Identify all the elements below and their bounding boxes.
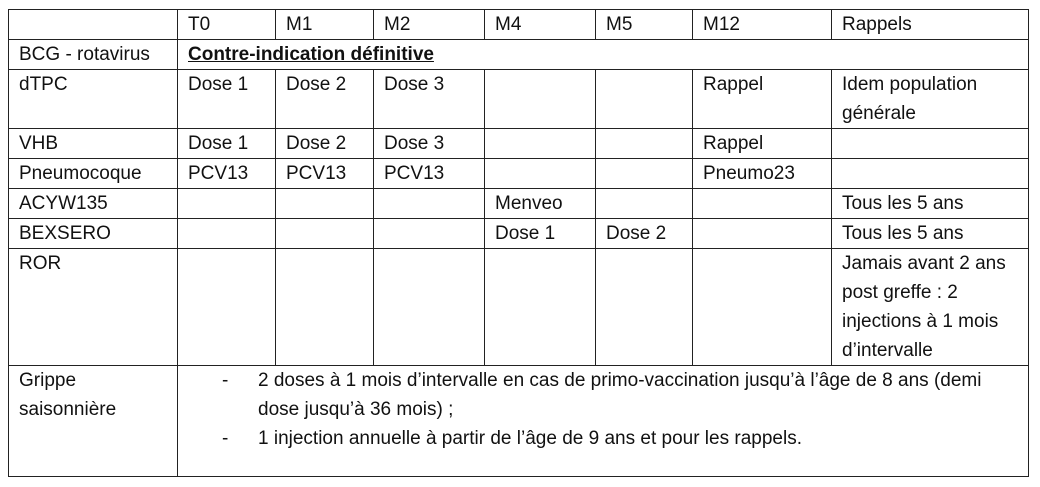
- row-acyw135: [9, 189, 1029, 219]
- grippe-bullet-text-2: 1 injection annuelle à partir de l’âge de 9 ans et pour les rappels.: [258, 428, 802, 449]
- header-cell-m12: M12: [693, 10, 832, 40]
- header-cell-m4: M4: [485, 10, 596, 40]
- row-label-bexsero: BEXSERO: [9, 219, 178, 249]
- row-pneumocoque: [9, 159, 1029, 189]
- row-bcg: [9, 40, 1029, 70]
- bullet-dash: -: [222, 428, 229, 449]
- ror-m12: [693, 249, 832, 366]
- row-dtpc: [9, 70, 1029, 129]
- pneumo-m4: [485, 159, 596, 189]
- ror-t0: [178, 249, 276, 366]
- grippe-details-cell: [178, 366, 1029, 477]
- pneumo-m5: [596, 159, 693, 189]
- vhb-rappels: [832, 129, 1029, 159]
- bexsero-m1: [276, 219, 374, 249]
- header-cell-m5: M5: [596, 10, 693, 40]
- dtpc-m1: Dose 2: [276, 70, 374, 129]
- bexsero-m5: Dose 2: [596, 219, 693, 249]
- row-ror: [9, 249, 1029, 366]
- header-cell-m2: M2: [374, 10, 485, 40]
- bexsero-m2: [374, 219, 485, 249]
- header-cell-rappels: Rappels: [832, 10, 1029, 40]
- acyw-m5: [596, 189, 693, 219]
- vaccination-table-wrapper: [8, 9, 1029, 477]
- vhb-m12: Rappel: [693, 129, 832, 159]
- vhb-m2: Dose 3: [374, 129, 485, 159]
- acyw-m12: [693, 189, 832, 219]
- bexsero-m4: Dose 1: [485, 219, 596, 249]
- bcg-contraindication-cell: [178, 40, 1029, 70]
- header-cell-t0: T0: [178, 10, 276, 40]
- pneumo-t0: PCV13: [178, 159, 276, 189]
- header-row: [9, 10, 1029, 40]
- row-label-bcg: BCG - rotavirus: [9, 40, 178, 70]
- pneumo-m12: Pneumo23: [693, 159, 832, 189]
- grippe-bullet-item: [188, 424, 1018, 453]
- vaccination-schedule-table: [8, 9, 1029, 477]
- pneumo-m2: PCV13: [374, 159, 485, 189]
- row-label-pneumocoque: Pneumocoque: [9, 159, 178, 189]
- dtpc-m4: [485, 70, 596, 129]
- dtpc-m5: [596, 70, 693, 129]
- bullet-dash: -: [222, 370, 229, 391]
- row-label-dtpc: dTPC: [9, 70, 178, 129]
- pneumo-rappels: [832, 159, 1029, 189]
- row-bexsero: [9, 219, 1029, 249]
- vhb-m5: [596, 129, 693, 159]
- row-label-vhb: VHB: [9, 129, 178, 159]
- header-cell-m1: M1: [276, 10, 374, 40]
- vhb-m4: [485, 129, 596, 159]
- row-vhb: [9, 129, 1029, 159]
- dtpc-m12: Rappel: [693, 70, 832, 129]
- vhb-m1: Dose 2: [276, 129, 374, 159]
- dtpc-m2: Dose 3: [374, 70, 485, 129]
- pneumo-m1: PCV13: [276, 159, 374, 189]
- vhb-t0: Dose 1: [178, 129, 276, 159]
- bexsero-t0: [178, 219, 276, 249]
- acyw-m2: [374, 189, 485, 219]
- dtpc-t0: Dose 1: [178, 70, 276, 129]
- row-grippe: [9, 366, 1029, 477]
- acyw-rappels: Tous les 5 ans: [832, 189, 1029, 219]
- bexsero-m12: [693, 219, 832, 249]
- row-label-ror: ROR: [9, 249, 178, 366]
- grippe-bullet-text-1: 2 doses à 1 mois d’intervalle en cas de primo-vaccination jusqu’à l’âge de 8 ans (demi dose jusqu’à 36 mois) ;: [258, 370, 982, 420]
- acyw-m4: Menveo: [485, 189, 596, 219]
- ror-m4: [485, 249, 596, 366]
- ror-m1: [276, 249, 374, 366]
- row-label-acyw135: ACYW135: [9, 189, 178, 219]
- dtpc-rappels: Idem population générale: [832, 70, 1029, 129]
- ror-rappels: Jamais avant 2 ans post greffe : 2 injections à 1 mois d’intervalle: [832, 249, 1029, 366]
- bcg-contraindication-note: Contre-indication définitive: [188, 44, 434, 65]
- acyw-m1: [276, 189, 374, 219]
- row-label-grippe: Grippe saisonnière: [9, 366, 178, 477]
- ror-m5: [596, 249, 693, 366]
- ror-m2: [374, 249, 485, 366]
- acyw-t0: [178, 189, 276, 219]
- bexsero-rappels: Tous les 5 ans: [832, 219, 1029, 249]
- grippe-bullet-item: [188, 366, 1018, 424]
- header-cell-blank: [9, 10, 178, 40]
- grippe-bullet-list: [188, 366, 1018, 453]
